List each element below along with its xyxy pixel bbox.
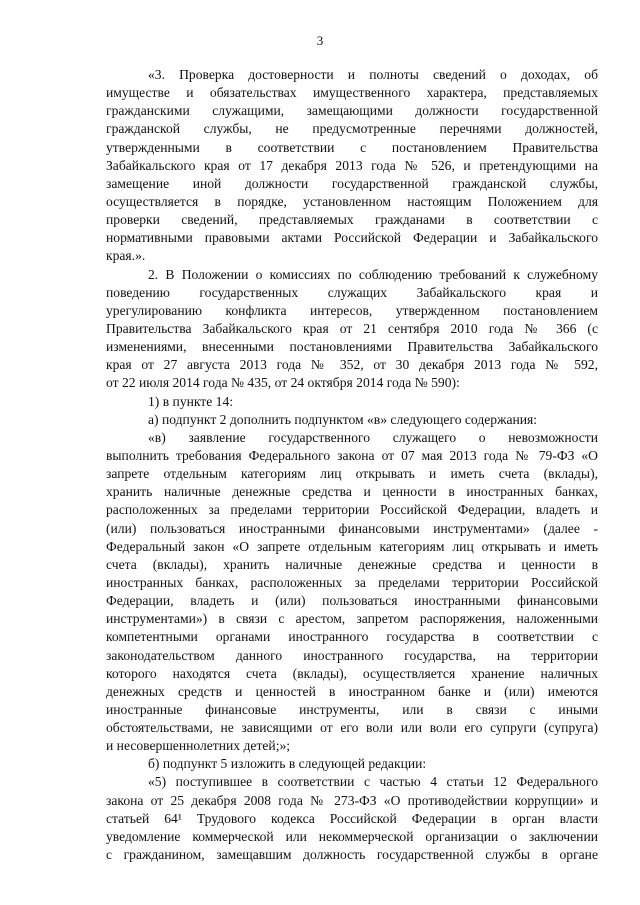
text-line: обстоятельствами, не зависящими от его воли или воли его супруги (супруга) [106, 720, 598, 736]
text-line: замещение иной должности государственной гражданской службы, [106, 175, 598, 191]
text-line: гражданскими служащими, замещающими должности государственной [106, 103, 598, 119]
text-line: закона от 25 декабря 2008 года № 273-ФЗ «О противодействии коррупции» и [106, 792, 598, 808]
page-number: 3 [316, 33, 324, 48]
text-line: «3. Проверка достоверности и полноты сведений о доходах, об [148, 67, 598, 82]
text-line: нормативными правовыми актами Российской Федерации и Забайкальского [106, 230, 598, 246]
text-line: края.». [106, 248, 146, 264]
text-line: от 22 июля 2014 года № 435, от 24 октября 2014 года № 590): [106, 375, 460, 391]
text-line: Федерации, владеть и (или) пользоваться иностранными финансовыми [106, 593, 598, 609]
text-line: проверки сведений, представляемых гражданами в соответствии с [106, 212, 598, 228]
text-line: «в) заявление государственного служащего о невозможности [148, 429, 598, 445]
text-line: 2. В Положении о комиссиях по соблюдению требований к служебному [148, 266, 598, 282]
text-line: (или) пользоваться иностранными финансовыми инструментами» (далее - [106, 520, 598, 536]
text-line: выполнить требования Федерального закона от 07 мая 2013 года № 79-ФЗ «О [106, 447, 598, 463]
text-line: Правительства Забайкальского края от 21 сентября 2010 года № 366 (с [106, 320, 598, 336]
document-body [106, 66, 598, 864]
text-line: имуществе и обязательствах имущественного характера, представляемых [106, 85, 598, 101]
text-line: которого находятся счета (вклады), осуществляется хранение наличных [106, 665, 598, 681]
text-line: и несовершеннолетних детей;»; [106, 738, 291, 754]
text-line: а) подпункт 2 дополнить подпунктом «в» следующего содержания: [148, 411, 538, 427]
text-line: гражданской службы, не предусмотренные перечнями должностей, [106, 121, 598, 137]
text-line: утвержденными в соответствии с постановлением Правительства [106, 139, 598, 155]
text-line: «5) поступившее в соответствии с частью 4 статьи 12 Федерального [148, 774, 598, 790]
text-line: 1) в пункте 14: [148, 393, 234, 409]
text-line: б) подпункт 5 изложить в следующей редакции: [148, 756, 427, 772]
text-line: Забайкальского края от 17 декабря 2013 года № 526, и претендующими на [106, 157, 598, 173]
text-line: урегулированию конфликта интересов, утвержденном постановлением [106, 302, 598, 318]
text-line: Федеральный закон «О запрете отдельным категориям лиц открывать и иметь [106, 538, 598, 554]
text-line: денежных средств и ценностей в иностранном банке и (или) имеются [106, 683, 598, 699]
text-line: компетентными органами иностранного государства в соответствии с [106, 629, 598, 645]
text-line: статьей 64¹ Трудового кодекса Российской Федерации в орган власти [106, 810, 598, 826]
text-line: законодательством данного иностранного государства, на территории [106, 647, 598, 663]
text-line: хранить наличные денежные средства и ценности в иностранных банках, [106, 484, 598, 500]
text-line: края от 27 августа 2013 года № 352, от 30 декабря 2013 года № 592, [106, 357, 598, 373]
text-line: осуществляется в порядке, установленном настоящим Положением для [106, 193, 598, 209]
text-line: иностранные финансовые инструменты, или в связи с иными [106, 701, 598, 717]
text-line: иностранных банках, расположенных за пределами территории Российской [106, 574, 598, 590]
text-line: счета (вклады), хранить наличные денежные средства и ценности в [106, 556, 598, 572]
text-line: изменениями, внесенными постановлениями Правительства Забайкальского [106, 339, 598, 355]
text-line: запрете отдельным категориям лиц открывать и иметь счета (вклады), [106, 466, 598, 482]
text-line: уведомление коммерческой или некоммерческой организации о заключении [106, 828, 598, 844]
text-line: с гражданином, замещавшим должность государственной службы в органе [106, 847, 598, 863]
text-line: расположенных за пределами территории Российской Федерации, владеть и [106, 502, 598, 518]
text-line: поведению государственных служащих Забайкальского края и [106, 284, 598, 300]
text-line: инструментами») в связи с арестом, запретом распоряжения, наложенными [106, 611, 598, 627]
